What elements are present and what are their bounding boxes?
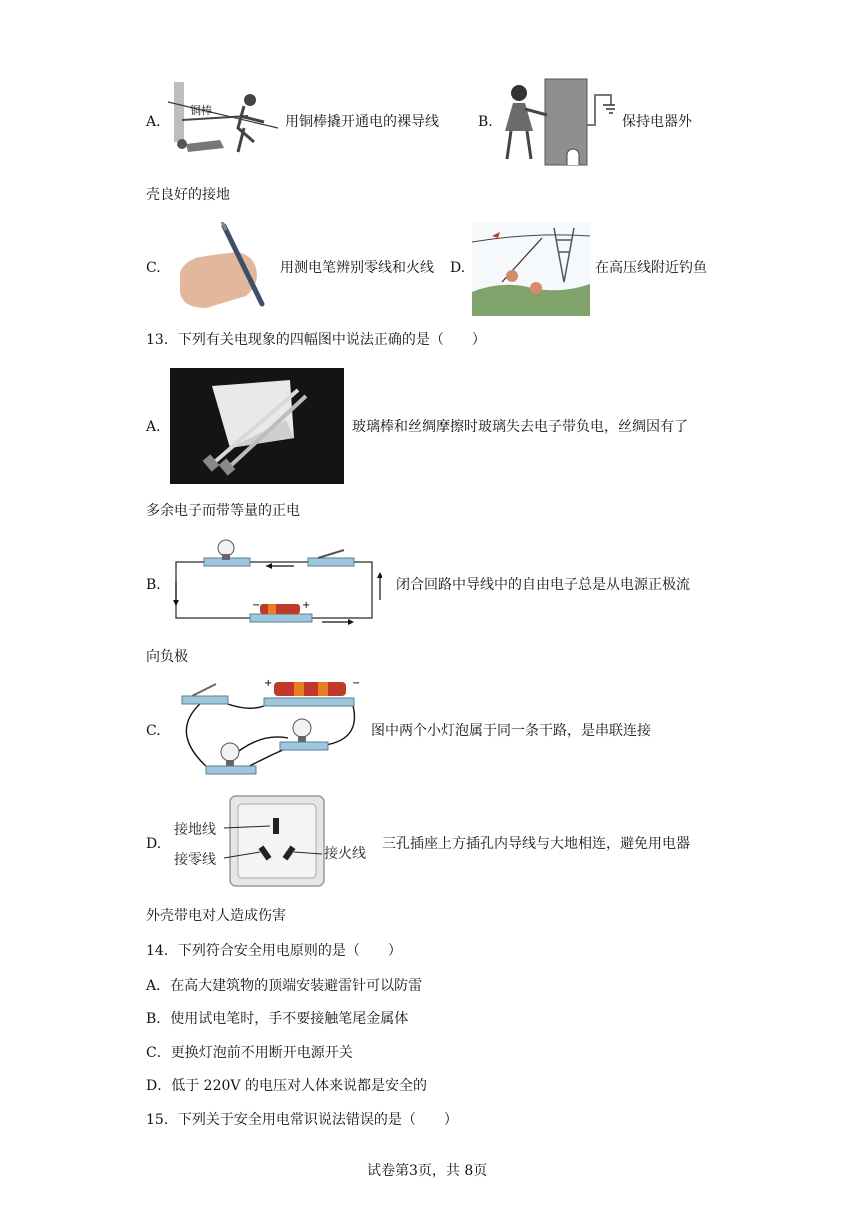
- q12-c-label: C.: [146, 260, 161, 276]
- q13-b-circuit-diagram: [168, 536, 382, 628]
- q13-a-text: 玻璃棒和丝绸摩擦时玻璃失去电子带负电，丝绸因有了: [352, 419, 688, 435]
- q13-d-continued: 外壳带电对人造成伤害: [146, 908, 286, 924]
- q13-c-text: 图中两个小灯泡属于同一条干路，是串联连接: [371, 723, 651, 739]
- q13-c-battery-minus: −: [352, 678, 361, 689]
- socket-live-label: 接火线: [324, 846, 366, 862]
- q13-c-battery-plus: +: [264, 678, 273, 689]
- q14-option-b: B．使用试电笔时，手不要接触笔尾金属体: [146, 1011, 409, 1027]
- q13-d-three-hole-socket: [170, 794, 374, 890]
- q12-c-tester-pen-illustration: [176, 222, 271, 312]
- q13-a-glass-rod-silk-photo: [170, 368, 344, 484]
- q12-b-label: B.: [478, 114, 493, 130]
- q13-b-text: 闭合回路中导线中的自由电子总是从电源正极流: [396, 577, 690, 593]
- q12-b-continued: 壳良好的接地: [146, 187, 230, 203]
- page-footer: 试卷第3页，共 8页: [367, 1163, 488, 1179]
- q13-d-label: D.: [146, 836, 162, 852]
- q13-d-text: 三孔插座上方插孔内导线与大地相连，避免用电器: [382, 836, 690, 852]
- q14-stem: 14．下列符合安全用电原则的是（ ）: [146, 943, 402, 959]
- q12-b-text: 保持电器外: [622, 114, 692, 130]
- q13-b-continued: 向负极: [146, 649, 188, 665]
- q14-option-d: D．低于 220V 的电压对人体来说都是安全的: [146, 1078, 427, 1094]
- q13-c-circuit-diagram: [168, 672, 364, 784]
- q14-option-a: A．在高大建筑物的顶端安装避雷针可以防雷: [146, 978, 423, 994]
- socket-ground-label: 接地线: [174, 822, 216, 838]
- q13-a-label: A.: [146, 419, 161, 435]
- q14-option-c: C．更换灯泡前不用断开电源开关: [146, 1045, 353, 1061]
- q13-b-battery-minus: −: [252, 600, 261, 611]
- q12-a-label: A.: [146, 114, 161, 130]
- q12-a-text: 用铜棒撬开通电的裸导线: [285, 114, 439, 130]
- q12-c-text: 用测电笔辨别零线和火线: [280, 260, 434, 276]
- q13-c-label: C.: [146, 723, 161, 739]
- q12-d-fishing-illustration: [472, 222, 590, 316]
- socket-neutral-label: 接零线: [174, 852, 216, 868]
- q13-b-label: B.: [146, 577, 161, 593]
- q12-a-img-label: 铜棒: [190, 104, 212, 117]
- q12-d-text: 在高压线附近钓鱼: [595, 260, 707, 276]
- q12-d-label: D.: [450, 260, 466, 276]
- q13-b-battery-plus: +: [302, 600, 311, 611]
- q12-b-illustration: [495, 75, 615, 170]
- q12-a-illustration: [168, 82, 278, 160]
- q13-a-continued: 多余电子而带等量的正电: [146, 503, 300, 519]
- q13-stem: 13．下列有关电现象的四幅图中说法正确的是（ ）: [146, 332, 486, 348]
- q15-stem: 15．下列关于安全用电常识说法错误的是（ ）: [146, 1112, 458, 1128]
